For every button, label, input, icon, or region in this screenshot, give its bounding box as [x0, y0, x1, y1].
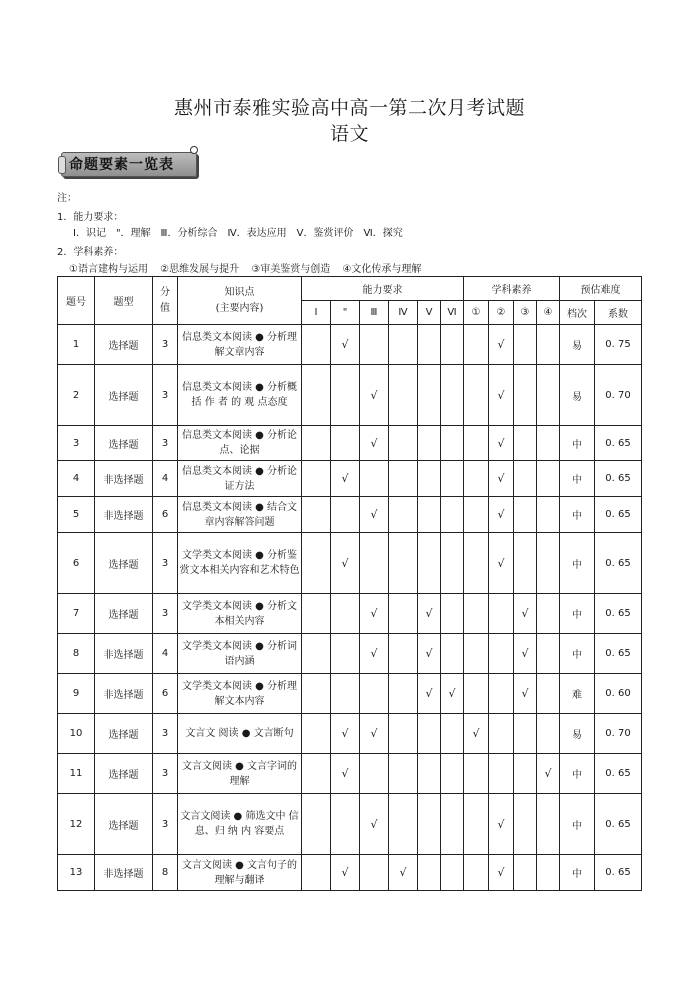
cell-type: 选择题: [95, 533, 153, 594]
literacy-items: [69, 260, 430, 275]
header-ability: 能力要求: [302, 277, 464, 301]
cell-num: 8: [58, 634, 95, 674]
cell-literacy-1: [464, 794, 489, 855]
cell-ability-4: [389, 461, 418, 497]
cell-literacy-4: [537, 365, 560, 426]
cell-level: 中: [560, 855, 595, 891]
header-difficulty-coef: 系数: [595, 301, 642, 325]
cell-ability-1: [302, 325, 331, 365]
cell-ability-4: [389, 634, 418, 674]
cell-ability-2: √: [331, 754, 360, 794]
cell-literacy-2: [489, 754, 514, 794]
section-banner: [61, 150, 195, 176]
cell-coef: 0. 65: [595, 754, 642, 794]
cell-type: 选择题: [95, 365, 153, 426]
header-score-line2: 值: [160, 302, 170, 314]
cell-literacy-4: [537, 855, 560, 891]
cell-coef: 0. 70: [595, 714, 642, 754]
cell-ability-6: [441, 855, 464, 891]
cell-ability-2: √: [331, 461, 360, 497]
banner-text: 命题要素一览表: [69, 157, 174, 173]
cell-literacy-2: √: [489, 461, 514, 497]
cell-knowledge-point: 文言文阅读 ● 筛选文中 信 息、归 纳 内 容要点: [178, 794, 302, 855]
table-row: [58, 461, 642, 497]
cell-type: 非选择题: [95, 855, 153, 891]
cell-num: 1: [58, 325, 95, 365]
cell-ability-3: [360, 674, 389, 714]
cell-type: 选择题: [95, 794, 153, 855]
cell-ability-2: [331, 497, 360, 533]
cell-literacy-1: [464, 426, 489, 461]
cell-knowledge-point: 信息类文本阅读 ● 结合文章内容解答问题: [178, 497, 302, 533]
cell-type: 选择题: [95, 325, 153, 365]
cell-level: 中: [560, 461, 595, 497]
literacy-heading: 2．学科素养：: [57, 247, 124, 258]
page-title: 惠州市泰雅实验高中高一第二次月考试题: [173, 97, 525, 119]
cell-num: 7: [58, 594, 95, 634]
cell-literacy-4: [537, 594, 560, 634]
header-ability-col: Ⅰ: [302, 301, 331, 325]
cell-num: 11: [58, 754, 95, 794]
cell-literacy-2: [489, 594, 514, 634]
cell-knowledge-point: 文学类文本阅读 ● 分析鉴赏文本相关内容和艺术特色: [178, 533, 302, 594]
cell-ability-6: [441, 426, 464, 461]
cell-ability-4: [389, 714, 418, 754]
cell-literacy-2: √: [489, 426, 514, 461]
cell-literacy-1: [464, 754, 489, 794]
literacy-item: ③审美鉴赏与创造: [251, 264, 331, 275]
cell-literacy-4: [537, 497, 560, 533]
cell-ability-4: [389, 533, 418, 594]
table-row: [58, 497, 642, 533]
cell-level: 易: [560, 325, 595, 365]
cell-ability-6: [441, 794, 464, 855]
cell-ability-6: [441, 325, 464, 365]
cell-knowledge-point: 信息类文本阅读 ● 分析论点、论据: [178, 426, 302, 461]
cell-coef: 0. 70: [595, 365, 642, 426]
table-row: [58, 594, 642, 634]
cell-score: 6: [153, 497, 178, 533]
cell-literacy-3: √: [514, 594, 537, 634]
cell-ability-1: [302, 754, 331, 794]
cell-literacy-4: [537, 461, 560, 497]
cell-ability-6: [441, 754, 464, 794]
literacy-item: ②思维发展与提升: [160, 264, 240, 275]
cell-literacy-2: √: [489, 325, 514, 365]
cell-knowledge-point: 信息类文本阅读 ● 分析理解文章内容: [178, 325, 302, 365]
cell-type: 选择题: [95, 714, 153, 754]
cell-ability-6: [441, 365, 464, 426]
header-kp-line1: 知识点: [224, 286, 255, 298]
cell-type: 选择题: [95, 426, 153, 461]
cell-literacy-3: [514, 461, 537, 497]
cell-ability-1: [302, 461, 331, 497]
header-score: [153, 277, 178, 325]
header-literacy-col: ②: [489, 301, 514, 325]
cell-ability-4: [389, 325, 418, 365]
cell-num: 10: [58, 714, 95, 754]
cell-knowledge-point: 文言文阅读 ● 文言句子的理解与翻译: [178, 855, 302, 891]
cell-literacy-3: √: [514, 634, 537, 674]
cell-ability-5: [418, 497, 441, 533]
cell-type: 非选择题: [95, 497, 153, 533]
header-ability-col: Ⅴ: [418, 301, 441, 325]
cell-ability-6: [441, 634, 464, 674]
cell-level: 中: [560, 634, 595, 674]
cell-literacy-3: [514, 714, 537, 754]
cell-ability-1: [302, 426, 331, 461]
cell-level: 中: [560, 426, 595, 461]
cell-knowledge-point: 文学类文本阅读 ● 分析文本相关内容: [178, 594, 302, 634]
cell-ability-6: √: [441, 674, 464, 714]
cell-level: 易: [560, 714, 595, 754]
cell-literacy-2: √: [489, 497, 514, 533]
cell-coef: 0. 65: [595, 426, 642, 461]
cell-literacy-3: [514, 794, 537, 855]
cell-literacy-4: [537, 325, 560, 365]
cell-literacy-3: [514, 754, 537, 794]
cell-ability-4: [389, 426, 418, 461]
cell-literacy-3: [514, 426, 537, 461]
cell-coef: 0. 65: [595, 594, 642, 634]
header-literacy-col: ①: [464, 301, 489, 325]
cell-literacy-1: [464, 674, 489, 714]
cell-literacy-3: [514, 365, 537, 426]
cell-ability-4: [389, 497, 418, 533]
cell-coef: 0. 65: [595, 533, 642, 594]
cell-literacy-2: √: [489, 365, 514, 426]
cell-ability-5: [418, 426, 441, 461]
cell-ability-5: [418, 365, 441, 426]
cell-coef: 0. 65: [595, 855, 642, 891]
cell-literacy-1: [464, 855, 489, 891]
cell-coef: 0. 75: [595, 325, 642, 365]
cell-ability-3: √: [360, 794, 389, 855]
cell-ability-5: √: [418, 594, 441, 634]
table-row: [58, 674, 642, 714]
cell-literacy-1: [464, 325, 489, 365]
cell-ability-6: [441, 497, 464, 533]
cell-num: 12: [58, 794, 95, 855]
cell-ability-4: √: [389, 855, 418, 891]
cell-type: 非选择题: [95, 674, 153, 714]
cell-literacy-3: [514, 855, 537, 891]
cell-level: 中: [560, 754, 595, 794]
exam-elements-table: [57, 276, 642, 891]
cell-score: 3: [153, 794, 178, 855]
cell-literacy-4: [537, 533, 560, 594]
cell-ability-3: [360, 461, 389, 497]
cell-ability-1: [302, 674, 331, 714]
cell-score: 3: [153, 365, 178, 426]
cell-literacy-4: [537, 674, 560, 714]
cell-ability-1: [302, 497, 331, 533]
table-row: [58, 855, 642, 891]
cell-knowledge-point: 信息类文本阅读 ● 分析概 括 作 者 的 观 点态度: [178, 365, 302, 426]
cell-literacy-4: [537, 714, 560, 754]
cell-type: 选择题: [95, 594, 153, 634]
cell-num: 13: [58, 855, 95, 891]
cell-ability-2: [331, 634, 360, 674]
table-row: [58, 325, 642, 365]
ability-levels: Ⅰ．识记 "．理解 Ⅲ．分析综合 Ⅳ．表达应用 Ⅴ．鉴赏评价 Ⅵ．探究: [73, 228, 403, 239]
cell-literacy-2: √: [489, 794, 514, 855]
cell-score: 3: [153, 754, 178, 794]
cell-score: 3: [153, 325, 178, 365]
cell-knowledge-point: 文言文阅读 ● 文言字词的理解: [178, 754, 302, 794]
cell-ability-5: [418, 794, 441, 855]
cell-ability-6: [441, 533, 464, 594]
cell-ability-5: [418, 461, 441, 497]
cell-ability-4: [389, 594, 418, 634]
cell-score: 8: [153, 855, 178, 891]
header-difficulty-level: 档次: [560, 301, 595, 325]
cell-score: 3: [153, 594, 178, 634]
cell-ability-5: [418, 325, 441, 365]
cell-literacy-1: [464, 461, 489, 497]
cell-knowledge-point: 文言文 阅读 ● 文言断句: [178, 714, 302, 754]
cell-ability-2: √: [331, 325, 360, 365]
table-row: [58, 533, 642, 594]
header-knowledge-point: [178, 277, 302, 325]
table-row: [58, 634, 642, 674]
cell-literacy-1: [464, 594, 489, 634]
cell-ability-6: [441, 594, 464, 634]
table-body: [58, 325, 642, 891]
ability-heading: 1．能力要求：: [57, 212, 124, 223]
scroll-curl-icon: [58, 156, 66, 174]
cell-ability-3: √: [360, 365, 389, 426]
cell-literacy-4: √: [537, 754, 560, 794]
cell-ability-5: √: [418, 674, 441, 714]
cell-ability-2: [331, 594, 360, 634]
literacy-item: ①语言建构与运用: [69, 264, 148, 275]
cell-level: 中: [560, 497, 595, 533]
cell-level: 中: [560, 533, 595, 594]
table-row: [58, 714, 642, 754]
cell-ability-1: [302, 794, 331, 855]
table-row: [58, 754, 642, 794]
cell-ability-6: [441, 461, 464, 497]
cell-ability-1: [302, 365, 331, 426]
page-subtitle: 语文: [329, 123, 369, 145]
cell-ability-3: [360, 325, 389, 365]
table-row: [58, 794, 642, 855]
cell-ability-2: [331, 365, 360, 426]
cell-ability-3: √: [360, 714, 389, 754]
cell-literacy-2: [489, 674, 514, 714]
cell-literacy-4: [537, 634, 560, 674]
cell-literacy-4: [537, 794, 560, 855]
cell-num: 2: [58, 365, 95, 426]
cell-literacy-1: [464, 365, 489, 426]
cell-literacy-2: [489, 714, 514, 754]
cell-level: 中: [560, 594, 595, 634]
header-literacy-col: ③: [514, 301, 537, 325]
cell-ability-1: [302, 594, 331, 634]
cell-ability-6: [441, 714, 464, 754]
header-score-line1: 分: [160, 286, 170, 298]
cell-ability-3: √: [360, 594, 389, 634]
header-ability-col: Ⅳ: [389, 301, 418, 325]
header-num: 题号: [58, 277, 95, 325]
cell-literacy-3: [514, 533, 537, 594]
cell-type: 非选择题: [95, 461, 153, 497]
header-type: 题型: [95, 277, 153, 325]
cell-ability-5: [418, 533, 441, 594]
header-ability-col: ": [331, 301, 360, 325]
cell-knowledge-point: 文学类文本阅读 ● 分析词语内涵: [178, 634, 302, 674]
cell-ability-2: √: [331, 855, 360, 891]
cell-level: 中: [560, 794, 595, 855]
cell-score: 4: [153, 634, 178, 674]
cell-literacy-3: [514, 497, 537, 533]
cell-level: 易: [560, 365, 595, 426]
cell-literacy-2: [489, 634, 514, 674]
cell-level: 难: [560, 674, 595, 714]
cell-score: 3: [153, 533, 178, 594]
cell-knowledge-point: 信息类文本阅读 ● 分析论证方法: [178, 461, 302, 497]
cell-num: 9: [58, 674, 95, 714]
cell-ability-4: [389, 754, 418, 794]
cell-ability-5: [418, 754, 441, 794]
cell-literacy-2: √: [489, 855, 514, 891]
cell-ability-2: [331, 674, 360, 714]
cell-coef: 0. 65: [595, 497, 642, 533]
circle-ornament-icon: [190, 146, 198, 154]
cell-literacy-1: [464, 497, 489, 533]
cell-ability-2: √: [331, 533, 360, 594]
cell-num: 4: [58, 461, 95, 497]
cell-ability-2: [331, 794, 360, 855]
cell-literacy-4: [537, 426, 560, 461]
cell-ability-1: [302, 533, 331, 594]
cell-num: 5: [58, 497, 95, 533]
cell-coef: 0. 65: [595, 634, 642, 674]
cell-num: 6: [58, 533, 95, 594]
cell-score: 6: [153, 674, 178, 714]
cell-ability-5: [418, 855, 441, 891]
cell-ability-3: √: [360, 426, 389, 461]
cell-knowledge-point: 文学类文本阅读 ● 分析理解文本内容: [178, 674, 302, 714]
cell-score: 3: [153, 426, 178, 461]
table-row: [58, 426, 642, 461]
cell-literacy-1: √: [464, 714, 489, 754]
cell-ability-3: √: [360, 497, 389, 533]
cell-ability-2: √: [331, 714, 360, 754]
cell-literacy-1: [464, 533, 489, 594]
cell-ability-4: [389, 794, 418, 855]
cell-score: 3: [153, 714, 178, 754]
table-row: [58, 365, 642, 426]
cell-ability-5: [418, 714, 441, 754]
cell-num: 3: [58, 426, 95, 461]
cell-ability-4: [389, 674, 418, 714]
cell-literacy-3: [514, 325, 537, 365]
cell-coef: 0. 60: [595, 674, 642, 714]
cell-ability-2: [331, 426, 360, 461]
cell-literacy-1: [464, 634, 489, 674]
cell-coef: 0. 65: [595, 461, 642, 497]
cell-ability-3: √: [360, 634, 389, 674]
header-ability-col: Ⅲ: [360, 301, 389, 325]
cell-literacy-2: √: [489, 533, 514, 594]
cell-ability-5: √: [418, 634, 441, 674]
cell-ability-3: [360, 533, 389, 594]
cell-ability-4: [389, 365, 418, 426]
cell-ability-1: [302, 714, 331, 754]
cell-ability-3: [360, 754, 389, 794]
header-literacy-col: ④: [537, 301, 560, 325]
cell-coef: 0. 65: [595, 794, 642, 855]
header-literacy: 学科素养: [464, 277, 560, 301]
cell-type: 非选择题: [95, 634, 153, 674]
header-difficulty: 预估难度: [560, 277, 642, 301]
cell-literacy-3: √: [514, 674, 537, 714]
cell-score: 4: [153, 461, 178, 497]
note-label: 注：: [57, 193, 77, 204]
cell-ability-1: [302, 855, 331, 891]
cell-type: 选择题: [95, 754, 153, 794]
header-kp-line2: (主要内容): [215, 302, 264, 314]
literacy-item: ④文化传承与理解: [342, 264, 422, 275]
header-ability-col: Ⅵ: [441, 301, 464, 325]
cell-ability-3: [360, 855, 389, 891]
cell-ability-1: [302, 634, 331, 674]
